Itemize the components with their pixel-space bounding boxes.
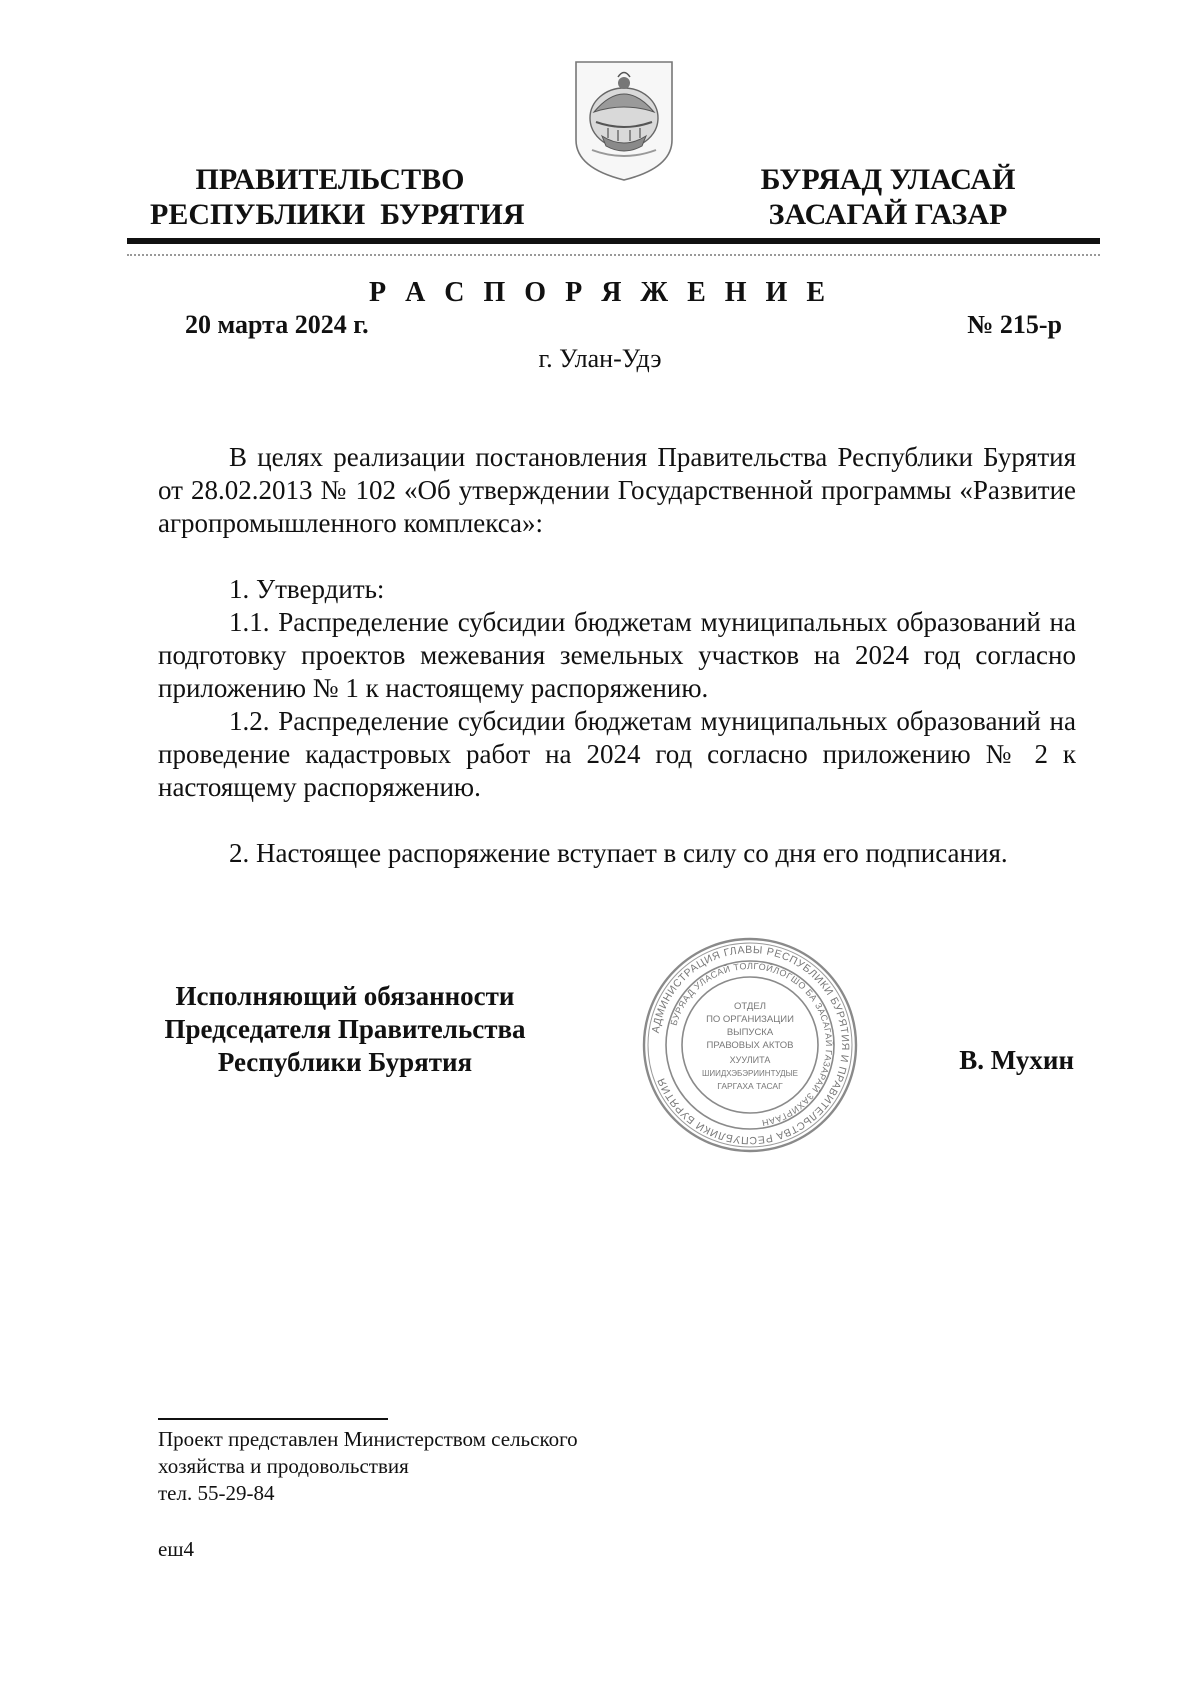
org-name-russian-line: РЕСПУБЛИКИ БУРЯТИЯ [150, 198, 525, 231]
footnote-divider [158, 1418, 388, 1420]
item-1-1: 1.1. Распределение субсидии бюджетам муниципальных образований на подготовку проектов межевания земельных участков на 2024 год согласно приложению № 1 к настоящему распоряжению. [158, 607, 1076, 703]
seal-inner-text: БУРЯАД УЛАСАЙ ТОЛГОЙЛОГШО БА ЗАСАГАЙ ГАЗАРАЙ ЗАХИРГААН [668, 960, 835, 1129]
seal-center-line: ОТДЕЛ [734, 1001, 766, 1012]
document-date: 20 марта 2024 г. [185, 310, 369, 339]
document-body [158, 441, 1076, 870]
seal-center-line: ВЫПУСКА [726, 1027, 774, 1038]
item-1: 1. Утвердить: [229, 574, 385, 604]
seal-center-line: ПРАВОВЫХ АКТОВ [706, 1040, 794, 1051]
coat-of-arms-emblem [572, 58, 676, 184]
org-name-russian [150, 162, 525, 232]
footnote-line: тел. 55-29-84 [158, 1481, 275, 1505]
org-name-buryat-line: ЗАСАГАЙ ГАЗАР [768, 198, 1008, 231]
org-name-russian-line: ПРАВИТЕЛЬСТВО [195, 163, 465, 196]
footnote-line: Проект представлен Министерством сельского [158, 1427, 578, 1451]
seal-center-line: ХУУЛИТА [729, 1055, 771, 1065]
document-city: г. Улан-Удэ [538, 344, 662, 373]
document-type-title: Р А С П О Р Я Ж Е Н И Е [368, 277, 832, 308]
header-divider-dotted [127, 254, 1100, 256]
signer-title [150, 980, 540, 1079]
footnote [158, 1426, 578, 1507]
item-2: 2. Настоящее распоряжение вступает в силу со дня его подписания. [229, 838, 1008, 868]
item-1-2: 1.2. Распределение субсидии бюджетам муниципальных образований на проведение кадастровых работ на 2024 год согласно приложению № 2 к настоящему распоряжению. [158, 706, 1076, 802]
signer-title-line: Республики Бурятия [217, 1047, 473, 1077]
org-name-buryat-line: БУРЯАД УЛАСАЙ [760, 163, 1016, 196]
document-number: № 215-р [967, 310, 1062, 339]
official-seal-stamp [640, 935, 860, 1155]
seal-center-line: ШИИДХЭБЭРИИНТУДЫЕ [701, 1069, 799, 1078]
document-code: еш4 [158, 1537, 194, 1561]
intro-paragraph: В целях реализации постановления Правительства Республики Бурятия от 28.02.2013 № 102 «Об утверждении Государственной программы «Развитие агропромышленного комплекса»: [158, 442, 1076, 538]
signer-title-line: Председателя Правительства [164, 1014, 526, 1044]
seal-center-line: ПО ОРГАНИЗАЦИИ [706, 1014, 794, 1025]
org-name-buryat [742, 162, 1034, 232]
seal-outer-text: АДМИНИСТРАЦИЯ ГЛАВЫ РЕСПУБЛИКИ БУРЯТИЯ И ПРАВИТЕЛЬСТВА РЕСПУБЛИКИ БУРЯТИЯ [649, 943, 852, 1147]
footnote-line: хозяйства и продовольствия [158, 1454, 409, 1478]
signer-name: В. Мухин [959, 1045, 1074, 1075]
seal-center-line: ГАРГАХА ТАСАГ [717, 1081, 783, 1091]
signer-title-line: Исполняющий обязанности [175, 981, 515, 1011]
header-divider [127, 238, 1100, 244]
